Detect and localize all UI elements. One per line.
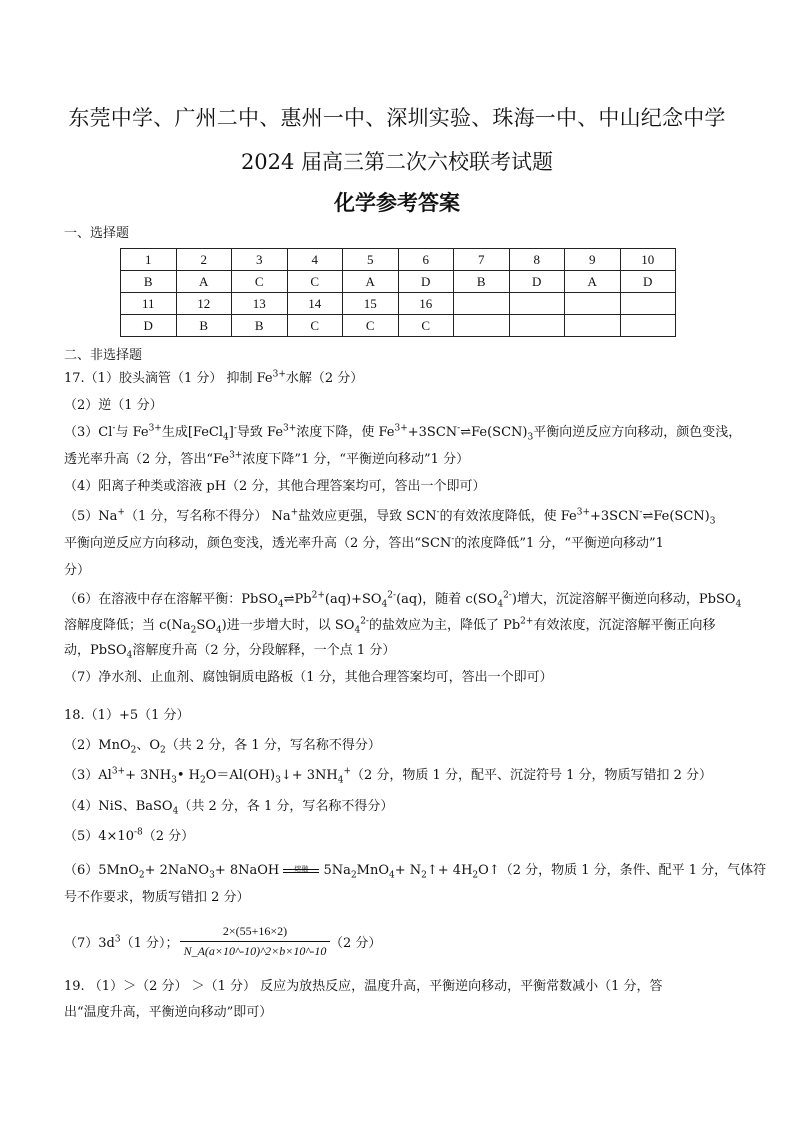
table-cell: 14: [287, 293, 343, 315]
density-formula: [180, 924, 330, 959]
table-cell: B: [232, 315, 288, 337]
table-cell: 1: [121, 249, 177, 271]
table-cell: D: [620, 271, 676, 293]
table-cell: C: [287, 315, 343, 337]
q17-line-10: 溶解度降低；当 $c(Na_2SO_4)$进一步增大时，以 $SO_4^{2-}$的盐效应为主，降低了 $Pb^{2+}$有效浓度，沉淀溶解平衡正向移: [64, 616, 716, 636]
table-cell: 4: [287, 249, 343, 271]
q18-line-5: $(5)4\times 10^{-8}(2$ 分）: [64, 827, 195, 844]
table-cell: 2: [176, 249, 232, 271]
table-cell: C: [398, 315, 454, 337]
table-cell: 7: [454, 249, 510, 271]
table-cell: C: [343, 315, 399, 337]
table-cell: 12: [176, 293, 232, 315]
q17-line-9: （6）在溶液中存在溶解平衡：$PbSO_4\rightleftharpoons Pb^{2+}(aq)+SO_4^{2-}(aq)$，随着 $c(SO_4^{2-})$增大，沉淀溶解平衡逆向移动，PbSO$_4$: [64, 590, 742, 610]
q17-line-2: （2）逆（1 分）: [64, 398, 163, 413]
formula-denominator: N_A(a×10^-10)^2×b×10^-10: [183, 944, 327, 958]
q17-line-5: （4）阳离子种类或溶液 pH（2 分，其他合理答案均可，答出一个即可）: [64, 479, 486, 494]
q18-line-6: （6）5MnO$_2$+ 2NaNO$_3$+ 8NaOH 熔融 $5Na_2MnO_4+$ $N_2↑+$ $4H_2O↑(2$ 分，物质 1 分，条件、配平 1 分，气体符: [64, 863, 767, 881]
table-cell: B: [121, 271, 177, 293]
part1-heading: 一、选择题: [64, 226, 130, 241]
table-cell: 6: [398, 249, 454, 271]
table-cell: B: [176, 315, 232, 337]
formula-numerator: 2×(55+16×2): [180, 924, 330, 942]
table-cell: 3: [232, 249, 288, 271]
table-cell: 8: [509, 249, 565, 271]
table-cell: [509, 293, 565, 315]
answer-table: [120, 248, 676, 337]
q17-line-7: 平衡向逆反应方向移动，颜色变浅，透光率升高（2 分，答出“SCN-的浓度降低”1 分，“平衡逆向移动”1: [64, 534, 664, 551]
table-cell: D: [121, 315, 177, 337]
table-cell: [454, 293, 510, 315]
table-cell: C: [232, 271, 288, 293]
q17-line-3: （3）Cl-与 $Fe^{3+}$生成[FeCl$_4$]-导致 $Fe^{3+}$浓度下降，使 $Fe^{3+}+3SCN^-\rightleftharpoons Fe(SCN)_3$平衡向逆反应方向移动，颜色变浅，: [64, 423, 742, 443]
table-cell: 11: [121, 293, 177, 315]
q18-line-7: 号不作要求，物质写错扣 2 分）: [64, 890, 250, 905]
q17-line-8: 分）: [64, 563, 91, 578]
table-row: [121, 249, 676, 271]
q18-line-1: 18.（1）+5（1 分）: [64, 708, 190, 723]
table-cell: D: [398, 271, 454, 293]
q17-line-6: （5）Na+（1 分，写名称不得分） Na+盐效应更强，导致 SCN-的有效浓度降低，使 $Fe^{3+}+3SCN^-\rightleftharpoons Fe(SCN)_3$: [64, 507, 716, 527]
table-cell: [509, 315, 565, 337]
q18-line-8: $(7)3d^3(1$ 分）；: [64, 934, 179, 951]
q18-line-4: （4）NiS、BaSO$_4$（共 2 分，各 1 分，写名称不得分）: [64, 799, 394, 817]
q19-line-1: 19. （1）＞（2 分） ＞（1 分） 反应为放热反应，温度升高，平衡逆向移动，平衡常数减小（1 分，答: [64, 979, 663, 994]
q17-line-1: 17.（1）胶头滴管（1 分） 抑制 $Fe^{3+}$水解（2 分）: [64, 369, 364, 386]
table-cell: 9: [565, 249, 621, 271]
table-cell: A: [176, 271, 232, 293]
q17-line-12: （7）净水剂、止血剂、腐蚀铜质电路板（1 分，其他合理答案均可，答出一个即可）: [64, 670, 553, 685]
table-cell: A: [343, 271, 399, 293]
q18-line-8-score: （2 分）: [330, 936, 382, 951]
exam-title: 2024 届高三第二次六校联考试题: [240, 150, 554, 174]
table-cell: A: [565, 271, 621, 293]
table-cell: B: [454, 271, 510, 293]
table-cell: 16: [398, 293, 454, 315]
table-cell: C: [287, 271, 343, 293]
table-cell: [565, 315, 621, 337]
table-cell: [565, 293, 621, 315]
subject-title: 化学参考答案: [334, 190, 460, 215]
table-cell: [620, 315, 676, 337]
q17-line-11: 动，PbSO$_4$溶解度升高（2 分，分段解释，一个点 1 分）: [64, 643, 396, 661]
part2-heading: 二、非选择题: [64, 348, 143, 363]
table-row: [121, 271, 676, 293]
q18-line-3: $(3)Al^{3+}+$ $3NH_3•$ $H_2O=Al(OH)_3↓+ 3NH_4^+(2$ 分，物质 1 分，配平、沉淀符号 1 分，物质写错扣 2 分）: [64, 766, 713, 786]
table-row: [121, 293, 676, 315]
table-cell: 5: [343, 249, 399, 271]
table-cell: 13: [232, 293, 288, 315]
q18-line-2: （2）MnO$_2$、$O_2$（共 2 分，各 1 分，写名称不得分）: [64, 738, 381, 756]
q19-line-2: 出“温度升高，平衡逆向移动”即可）: [64, 1005, 273, 1020]
table-cell: D: [509, 271, 565, 293]
reaction-condition-arrow: 熔融: [283, 864, 319, 878]
table-cell: [454, 315, 510, 337]
schools-title: 东莞中学、广州二中、惠州一中、深圳实验、珠海一中、中山纪念中学: [68, 106, 726, 130]
table-cell: [620, 293, 676, 315]
table-cell: 15: [343, 293, 399, 315]
table-row: [121, 315, 676, 337]
q17-line-4: 透光率升高（2 分，答出“$Fe^{3+}$浓度下降”1 分，“平衡逆向移动”1 分）: [64, 450, 470, 467]
table-cell: 10: [620, 249, 676, 271]
